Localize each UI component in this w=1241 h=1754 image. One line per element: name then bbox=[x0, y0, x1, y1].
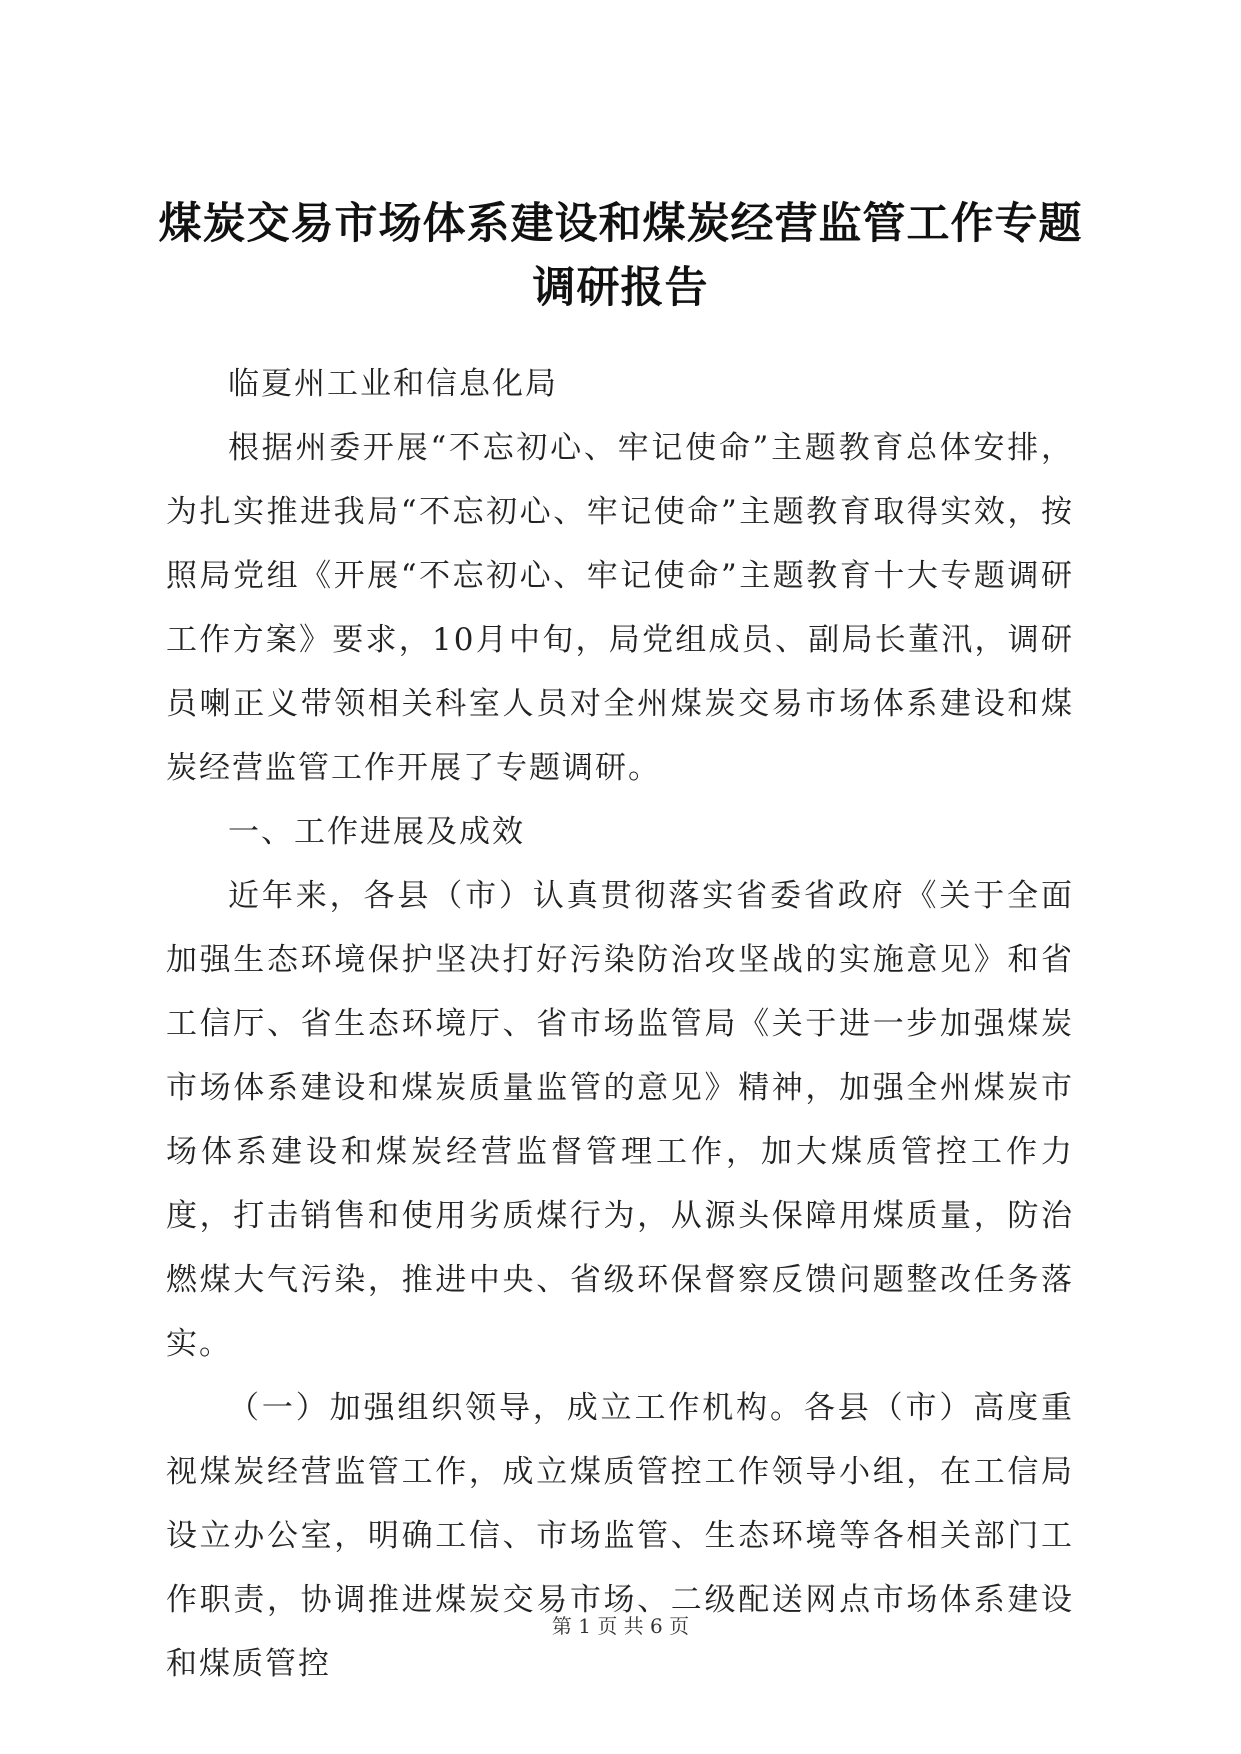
author-line: 临夏州工业和信息化局 bbox=[228, 366, 558, 402]
paragraph-organization: （一）加强组织领导，成立工作机构。各县（市）高度重视煤炭经营监管工作，成立煤质管控工作领导小组，在工信局设立办公室，明确工信、市场监管、生态环境等各相关部门工作职责，协调推进煤炭交易市场、二级配送网点市场体系建设和煤质管控 bbox=[166, 1390, 1074, 1682]
page-number-footer: 第 1 页 共 6 页 bbox=[551, 1614, 690, 1638]
document-title: 煤炭交易市场体系建设和煤炭经营监管工作专题调研报告 bbox=[158, 199, 1083, 313]
paragraph-intro: 根据州委开展“不忘初心、牢记使命”主题教育总体安排，为扎实推进我局“不忘初心、牢记使命”主题教育取得实效，按照局党组《开展“不忘初心、牢记使命”主题教育十大专题调研工作方案》要求，10月中旬，局党组成员、副局长董汛，调研员喇正义带领相关科室人员对全州煤炭交易市场体系建设和煤炭经营监管工作开展了专题调研。 bbox=[166, 430, 1074, 786]
document-body bbox=[166, 352, 1074, 1696]
paragraph-progress: 近年来，各县（市）认真贯彻落实省委省政府《关于全面加强生态环境保护坚决打好污染防治攻坚战的实施意见》和省工信厅、省生态环境厅、省市场监管局《关于进一步加强煤炭市场体系建设和煤炭质量监管的意见》精神，加强全州煤炭市场体系建设和煤炭经营监督管理工作，加大煤质管控工作力度，打击销售和使用劣质煤行为，从源头保障用煤质量，防治燃煤大气污染，推进中央、省级环保督察反馈问题整改任务落实。 bbox=[166, 878, 1074, 1362]
section-heading: 一、工作进展及成效 bbox=[228, 814, 525, 850]
